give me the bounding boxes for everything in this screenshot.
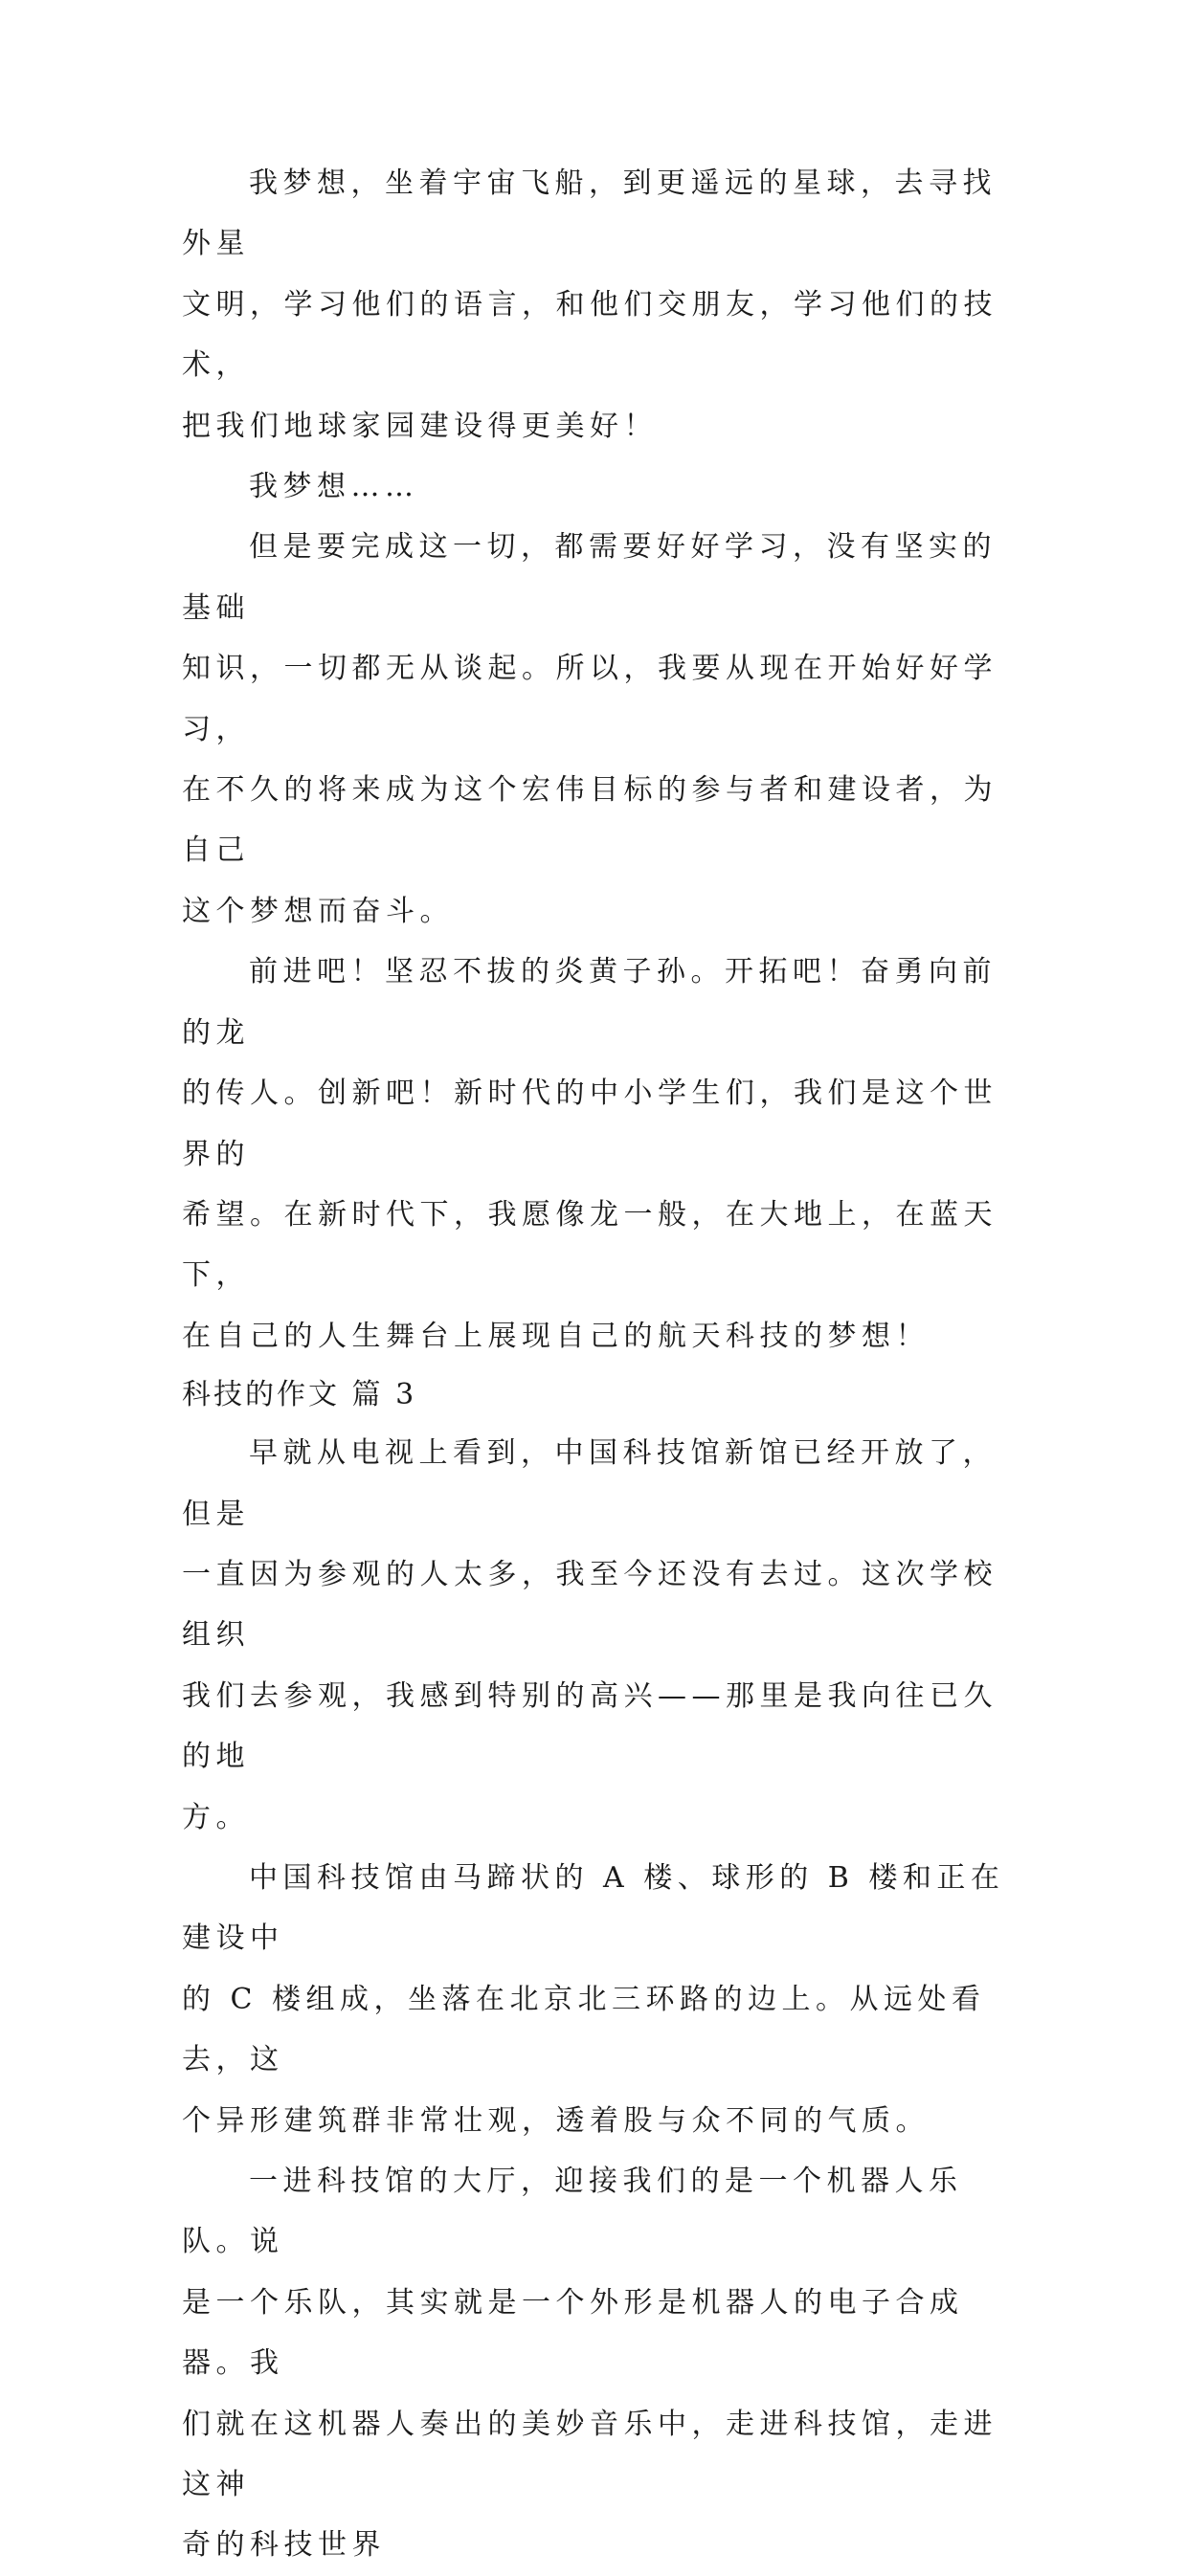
- paragraph-museum-buildings: 中国科技馆由马蹄状的 A 楼、球形的 B 楼和正在建设中 的 C 楼组成，坐落在北京北三环路的边上。从远处看去，这 个异形建筑群非常壮观，透着股与众不同的气质。: [182, 1860, 1005, 2138]
- paragraph-robot-band: 一进科技馆的大厅，迎接我们的是一个机器人乐队。说 是一个乐队，其实就是一个外形是机器人的电子合成器。我 们就在这机器人奏出的美妙音乐中，走进科技馆，走进这神 奇的科技世界: [182, 2165, 997, 2563]
- paragraph-dream-spaceship: 我梦想，坐着宇宙飞船，到更遥远的星球，去寻找外星 文明，学习他们的语言，和他们交朋友，学习他们的技术， 把我们地球家园建设得更美好！: [182, 167, 997, 443]
- paragraph-museum-intro: 早就从电视上看到，中国科技馆新馆已经开放了，但是 一直因为参观的人太多，我至今还没有去过。这次学校组织 我们去参观，我感到特别的高兴——那里是我向往已久的地 方。: [182, 1436, 997, 1834]
- paragraph-dream-ellipsis: 我梦想……: [249, 470, 419, 504]
- paragraph-forward: 前进吧！坚忍不拔的炎黄子孙。开拓吧！奋勇向前的龙 的传人。创新吧！新时代的中小学生们，我们是这个世界的 希望。在新时代下，我愿像龙一般，在大地上，在蓝天下， 在自己的人生舞台上展现自己的航天科技的梦想！: [182, 955, 997, 1353]
- section-heading: 科技的作文 篇 3: [182, 1378, 417, 1412]
- paragraph-study-hard: 但是要完成这一切，都需要好好学习，没有坚实的基础 知识，一切都无从谈起。所以，我要从现在开始好好学习， 在不久的将来成为这个宏伟目标的参与者和建设者，为自己 这个梦想而奋斗。: [182, 530, 997, 928]
- document-page: [182, 153, 1007, 2576]
